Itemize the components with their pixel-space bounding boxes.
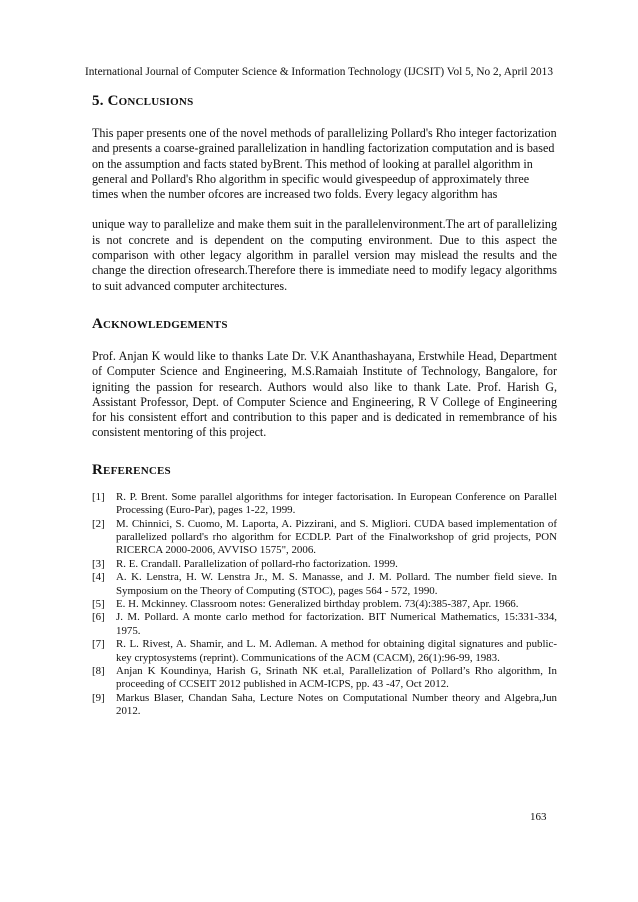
conclusions-paragraph-1: This paper presents one of the novel methods of parallelizing Pollard's Rho integer factorization and presents a coarse-grained parallelization in handling factorization computation and is based on the assumption and facts stated byBrent. This method of looking at parallel algorithm in general and Pollard's Rho algorithm in specific would givespeedup of approximately three times when the number ofcores are increased two folds. Every legacy algorithm has: [92, 126, 557, 202]
reference-text: J. M. Pollard. A monte carlo method for factorization. BIT Numerical Mathematics, 15:331-334, 1975.: [116, 611, 557, 637]
page-number: 163: [530, 811, 547, 823]
reference-item: [92, 491, 557, 518]
reference-text: R. P. Brent. Some parallel algorithms for integer factorisation. In European Conference on Parallel Processing (Euro-Par), pages 1-22, 1999.: [116, 490, 557, 517]
reference-number: [1]: [92, 490, 105, 503]
reference-number: [4]: [92, 571, 105, 584]
reference-item: [92, 558, 557, 571]
reference-number: [7]: [92, 638, 105, 651]
reference-item: [92, 611, 557, 638]
reference-item: [92, 638, 557, 665]
reference-text: Anjan K Koundinya, Harish G, Srinath NK et.al, Parallelization of Pollard’s Rho algorithm, In proceeding of CCSEIT 2012 published in ACM-ICPS, pp. 43 -47, Oct 2012.: [116, 665, 557, 691]
reference-item: [92, 571, 557, 598]
acknowledgements-heading: [92, 316, 557, 333]
reference-text: M. Chinnici, S. Cuomo, M. Laporta, A. Pizzirani, and S. Migliori. CUDA based implementation of parallelized pollard's rho algorithm for ECDLP. Part of the Finalworkshop of grid projects, PON RICERCA 2000-2006, AVVISO 1575", 2006.: [116, 517, 557, 557]
reference-number: [5]: [92, 598, 105, 610]
section-number: 5.: [92, 93, 108, 109]
reference-text: E. H. Mckinney. Classroom notes: Generalized birthday problem. 73(4):385-387, Apr. 1966.: [116, 598, 519, 610]
reference-item: [92, 518, 557, 558]
acknowledgements-title: Acknowledgements: [92, 315, 228, 332]
reference-number: [9]: [92, 691, 105, 704]
reference-number: [2]: [92, 517, 105, 530]
reference-number: [3]: [92, 557, 105, 570]
reference-number: [8]: [92, 665, 105, 678]
reference-text: A. K. Lenstra, H. W. Lenstra Jr., M. S. Manasse, and J. M. Pollard. The number field sieve. In Symposium on the Theory of Computing (STOC), pages 564 - 572, 1990.: [116, 571, 557, 597]
reference-item: [92, 598, 557, 611]
conclusions-heading: [92, 93, 557, 110]
reference-text: R. E. Crandall. Parallelization of pollard-rho factorization. 1999.: [116, 557, 398, 570]
acknowledgements-paragraph: Prof. Anjan K would like to thanks Late Dr. V.K Ananthashayana, Erstwhile Head, Department of Computer Science and Engineering, M.S.Ramaiah Institute of Technology, Bangalore, for igniting the passion for research. Authors would also like to thank Late. Prof. Harish G, Assistant Professor, Dept. of Computer Science and Engineering, R V College of Engineering for his consistent effort and contribution to this paper and is dedicated in remembrance of his consistent mentoring of this project.: [92, 348, 557, 440]
reference-item: [92, 692, 557, 719]
reference-number: [6]: [92, 611, 105, 624]
references-title: References: [92, 461, 171, 478]
conclusions-title: Conclusions: [107, 93, 194, 109]
reference-text: R. L. Rivest, A. Shamir, and L. M. Adleman. A method for obtaining digital signatures and public-key cryptosystems (reprint). Communications of the ACM (CACM), 26(1):96-99, 1983.: [116, 638, 557, 664]
reference-text: Markus Blaser, Chandan Saha, Lecture Notes on Computational Number theory and Algebra,Jun 2012.: [116, 691, 557, 718]
conclusions-paragraph-2: unique way to parallelize and make them suit in the parallelenvironment.The art of parallelizing is not concrete and is dependent on the computing environment. Due to this aspect the comparison with other legacy algorithm in parallel version may mislead the results and the change the direction ofresearch.Therefore there is immediate need to modify legacy algorithms to suit advanced computer architectures.: [92, 217, 557, 293]
page-content: [92, 93, 557, 719]
references-heading: [92, 462, 557, 479]
journal-header: International Journal of Computer Science & Information Technology (IJCSIT) Vol 5, No 2, April 2013: [85, 66, 553, 78]
reference-list: [92, 491, 557, 719]
reference-item: [92, 665, 557, 692]
